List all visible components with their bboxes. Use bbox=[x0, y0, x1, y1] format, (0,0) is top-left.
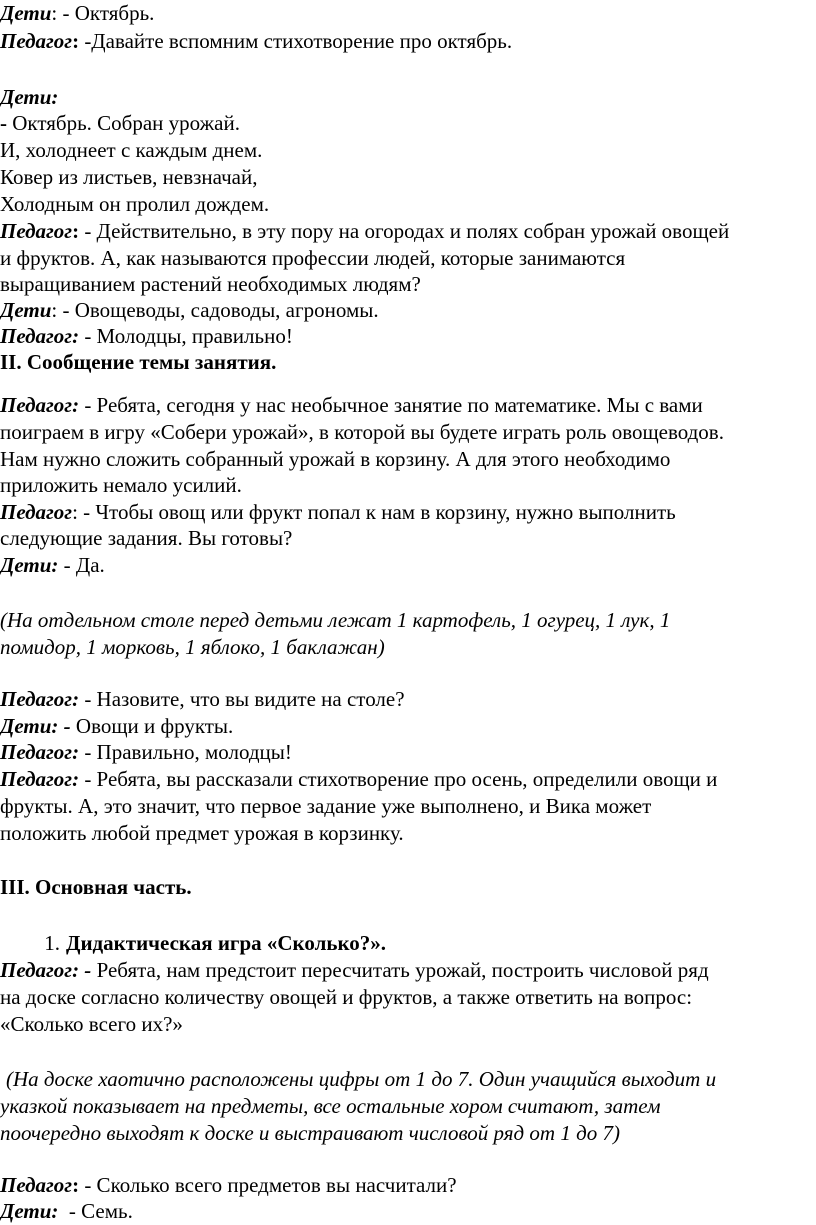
poem-text: И, холоднеет с каждым днем. bbox=[0, 138, 263, 162]
speaker-label: Дети bbox=[0, 553, 52, 577]
speaker-label: Дети bbox=[0, 714, 52, 738]
speaker-label: Педагог bbox=[0, 687, 73, 711]
poem-text: Холодным он пролил дождем. bbox=[0, 192, 270, 216]
line-teacher-count: Педагог: - Ребята, нам предстоит пересчитать урожай, построить числовой ряд bbox=[0, 958, 709, 982]
speaker-label: Дети bbox=[0, 1199, 52, 1223]
list-number: 1. bbox=[44, 931, 60, 955]
text-continuation: фрукты. А, это значит, что первое задание уже выполнено, и Вика может bbox=[0, 794, 652, 818]
utterance: - Ребята, вы рассказали стихотворение про осень, определили овощи и bbox=[84, 767, 718, 791]
utterance: - Назовите, что вы видите на столе? bbox=[84, 687, 405, 711]
line-children-october: Дети: - Октябрь. bbox=[0, 1, 155, 25]
line-teacher-game-intro: Педагог: - Ребята, сегодня у нас необычное занятие по математике. Мы с вами bbox=[0, 393, 703, 417]
line-children-veg-fruit: Дети: - Овощи и фрукты. bbox=[0, 714, 234, 738]
stage-direction-board-cont: поочередно выходят к доске и выстраивают числовой ряд от 1 до 7) bbox=[0, 1121, 620, 1145]
speaker-label: Педагог bbox=[0, 219, 73, 243]
utterance: - Ребята, сегодня у нас необычное занятие по математике. Мы с вами bbox=[84, 393, 703, 417]
poem-text: Ковер из листьев, невзначай, bbox=[0, 165, 258, 189]
speaker-label: Педагог bbox=[0, 324, 73, 348]
line-teacher-first-task: Педагог: - Ребята, вы рассказали стихотворение про осень, определили овощи и bbox=[0, 767, 718, 791]
utterance: - Октябрь. bbox=[62, 1, 155, 25]
section-heading-topic: II. Сообщение темы занятия. bbox=[0, 350, 277, 374]
utterance: - Действительно, в эту пору на огородах и полях собран урожай овощей bbox=[84, 219, 730, 243]
text-continuation: приложить немало усилий. bbox=[0, 473, 242, 497]
utterance: - Чтобы овощ или фрукт попал к нам в корзину, нужно выполнить bbox=[83, 500, 676, 524]
speaker-label: Педагог bbox=[0, 29, 73, 53]
text-continuation: поиграем в игру «Собери урожай», в которой вы будете играть роль овощеводов. bbox=[0, 420, 724, 444]
poem-line-1: - Октябрь. Собран урожай. bbox=[0, 111, 240, 135]
speaker-label: Педагог bbox=[0, 500, 73, 524]
numbered-list-item bbox=[0, 930, 816, 956]
utterance: - Да. bbox=[63, 553, 105, 577]
utterance: Ребята, нам предстоит пересчитать урожай, построить числовой ряд bbox=[96, 958, 709, 982]
text-continuation: выращиванием растений необходимых людям? bbox=[0, 272, 421, 296]
speaker-label: Педагог bbox=[0, 393, 73, 417]
utterance: - Овощеводы, садоводы, агрономы. bbox=[62, 298, 379, 322]
text-continuation: следующие задания. Вы готовы? bbox=[0, 526, 293, 550]
line-children-yes: Дети: - Да. bbox=[0, 553, 105, 577]
utterance: - Сколько всего предметов вы насчитали? bbox=[84, 1173, 457, 1197]
text-continuation: и фруктов. А, как называются профессии людей, которые занимаются bbox=[0, 246, 626, 270]
line-children-seven: Дети: - Семь. bbox=[0, 1199, 133, 1223]
utterance: - Семь. bbox=[68, 1199, 133, 1223]
line-teacher-intro: Педагог: -Давайте вспомним стихотворение про октябрь. bbox=[0, 29, 513, 53]
utterance: - Правильно, молодцы! bbox=[84, 740, 292, 764]
line-teacher-praise: Педагог: - Молодцы, правильно! bbox=[0, 324, 293, 348]
line-teacher-name-items: Педагог: - Назовите, что вы видите на столе? bbox=[0, 687, 405, 711]
text-continuation: «Сколько всего их?» bbox=[0, 1012, 183, 1036]
text-continuation: Нам нужно сложить собранный урожай в корзину. А для этого необходимо bbox=[0, 447, 671, 471]
line-teacher-tasks: Педагог: - Чтобы овощ или фрукт попал к нам в корзину, нужно выполнить bbox=[0, 500, 676, 524]
line-teacher-how-many: Педагог: - Сколько всего предметов вы насчитали? bbox=[0, 1173, 457, 1197]
speaker-label: Педагог bbox=[0, 767, 73, 791]
line-children-professions: Дети: - Овощеводы, садоводы, агрономы. bbox=[0, 298, 379, 322]
speaker-label: Педагог bbox=[0, 958, 73, 982]
section-heading-main: III. Основная часть. bbox=[0, 875, 192, 899]
utterance: Овощи и фрукты. bbox=[75, 714, 234, 738]
utterance: - Молодцы, правильно! bbox=[84, 324, 293, 348]
speaker-label: Педагог bbox=[0, 1173, 73, 1197]
line-teacher-harvest: Педагог: - Действительно, в эту пору на огородах и полях собран урожай овощей bbox=[0, 219, 730, 243]
utterance: -Давайте вспомним стихотворение про октябрь. bbox=[84, 29, 513, 53]
game-title: Дидактическая игра «Сколько?». bbox=[66, 931, 387, 955]
stage-direction-board: (На доске хаотично расположены цифры от 1 до 7. Один учащийся выходит и bbox=[6, 1067, 717, 1091]
poem-text: Октябрь. Собран урожай. bbox=[12, 111, 240, 135]
speaker-label: Дети bbox=[0, 1, 52, 25]
text-continuation: на доске согласно количеству овощей и фруктов, а также ответить на вопрос: bbox=[0, 985, 693, 1009]
speaker-label: Дети bbox=[0, 85, 52, 109]
stage-direction-board-cont: указкой показывает на предметы, все остальные хором считают, затем bbox=[0, 1094, 661, 1118]
line-teacher-correct: Педагог: - Правильно, молодцы! bbox=[0, 740, 292, 764]
poem-line-2 bbox=[0, 137, 816, 163]
poem-line-4 bbox=[0, 191, 816, 217]
stage-direction-table: (На отдельном столе перед детьми лежат 1 картофель, 1 огурец, 1 лук, 1 bbox=[0, 608, 671, 632]
text-continuation: положить любой предмет урожая в корзинку. bbox=[0, 821, 404, 845]
speaker-label: Педагог bbox=[0, 740, 73, 764]
speaker-label: Дети bbox=[0, 298, 52, 322]
poem-line-3 bbox=[0, 164, 816, 190]
line-children-label: Дети: bbox=[0, 85, 59, 109]
stage-direction-table-cont: помидор, 1 морковь, 1 яблоко, 1 баклажан) bbox=[0, 635, 385, 659]
